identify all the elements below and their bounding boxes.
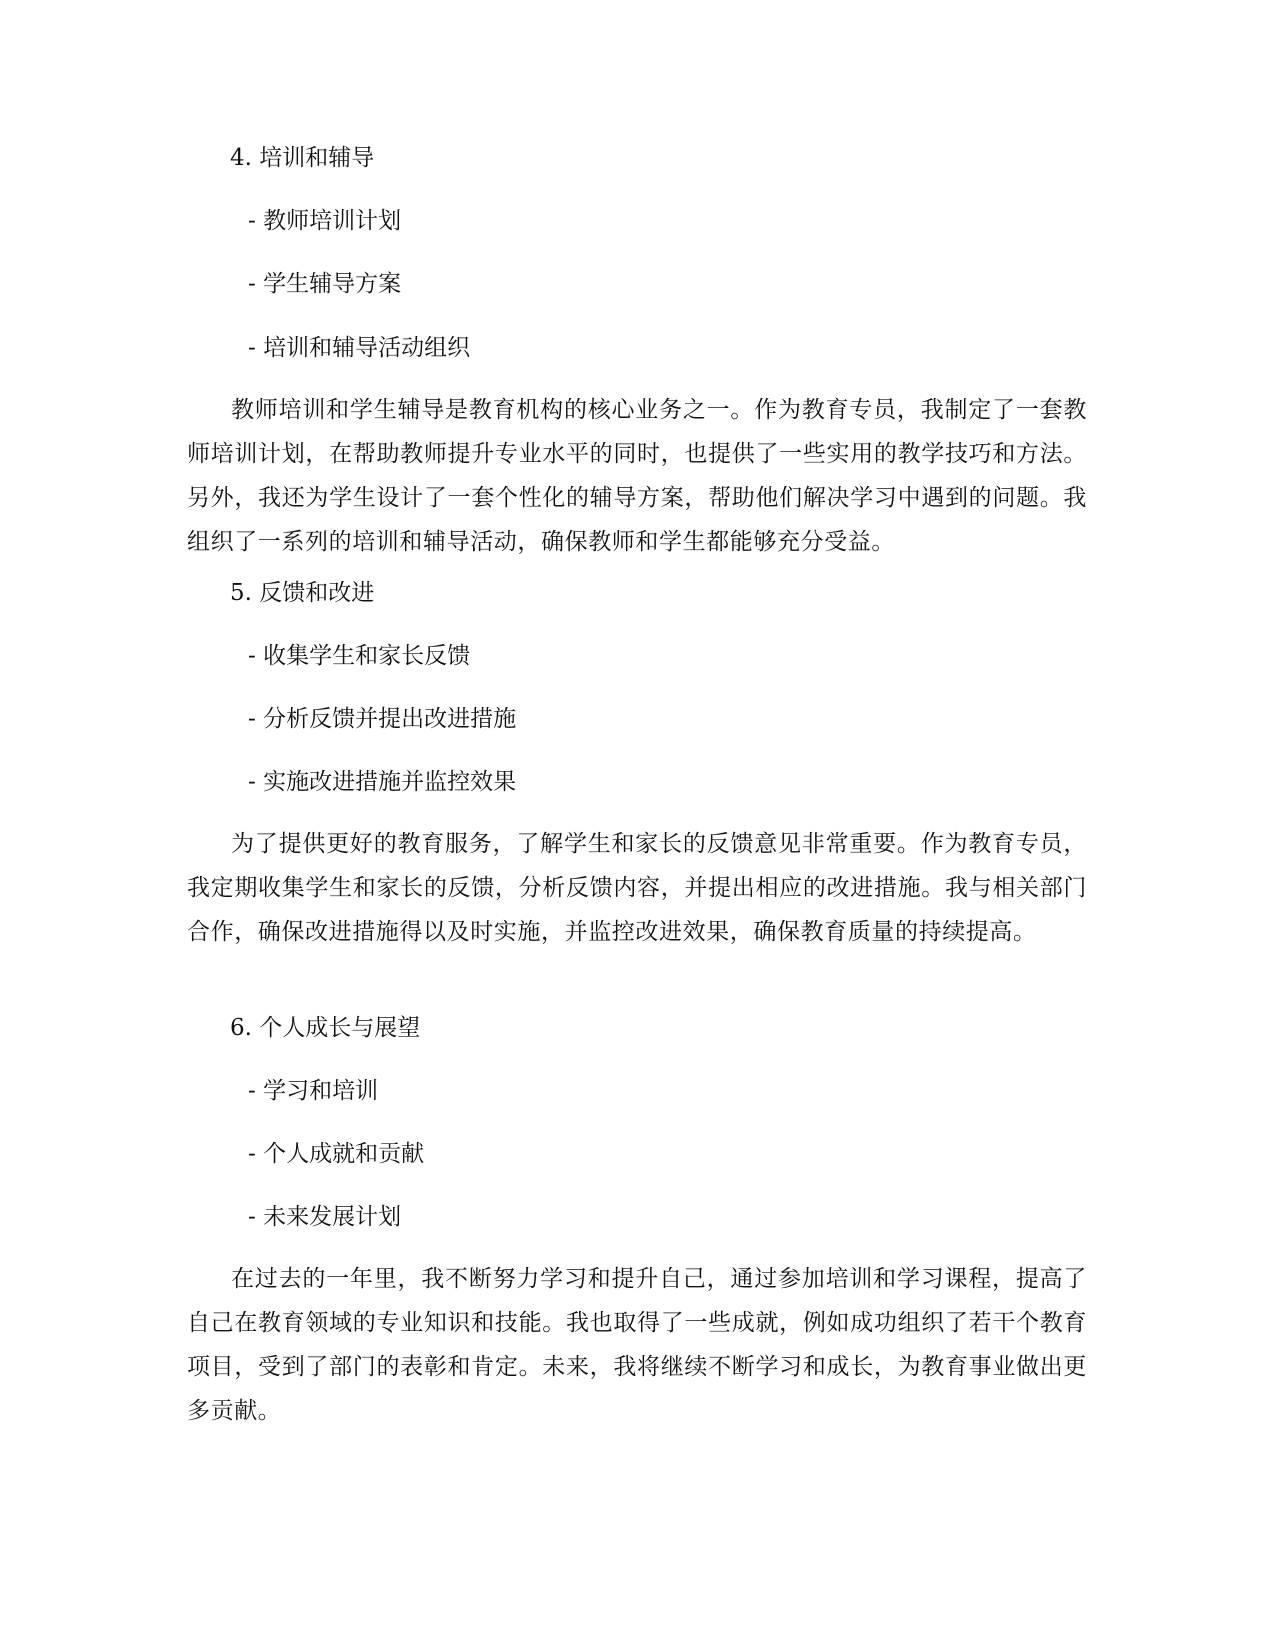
bullet-item: - 分析反馈并提出改进措施 <box>248 706 517 732</box>
bullet-item: - 学习和培训 <box>248 1078 379 1104</box>
bullet-item: - 未来发展计划 <box>248 1204 402 1230</box>
bullet-item: - 个人成就和贡献 <box>248 1141 425 1167</box>
section-heading: 6. 个人成长与展望 <box>230 1015 421 1041</box>
section-heading: 5. 反馈和改进 <box>230 580 375 606</box>
bullet-item: - 收集学生和家长反馈 <box>248 643 471 669</box>
bullet-item: - 实施改进措施并监控效果 <box>248 769 517 795</box>
section-paragraph: 教师培训和学生辅导是教育机构的核心业务之一。作为教育专员，我制定了一套教师培训计划，在帮助教师提升专业水平的同时，也提供了一些实用的教学技巧和方法。另外，我还为学生设计了一套个性化的辅导方案，帮助他们解决学习中遇到的问题。我组织了一系列的培训和辅导活动，确保教师和学生都能够充分受益。 <box>187 397 1087 555</box>
bullet-item: - 学生辅导方案 <box>248 271 402 297</box>
bullet-item: - 教师培训计划 <box>248 208 402 234</box>
bullet-item: - 培训和辅导活动组织 <box>248 335 471 361</box>
section-heading: 4. 培训和辅导 <box>230 145 375 171</box>
section-paragraph: 在过去的一年里，我不断努力学习和提升自己，通过参加培训和学习课程，提高了自己在教育领域的专业知识和技能。我也取得了一些成就，例如成功组织了若干个教育项目，受到了部门的表彰和肯定。未来，我将继续不断学习和成长，为教育事业做出更多贡献。 <box>187 1266 1087 1424</box>
section-paragraph: 为了提供更好的教育服务，了解学生和家长的反馈意见非常重要。作为教育专员，我定期收集学生和家长的反馈，分析反馈内容，并提出相应的改进措施。我与相关部门合作，确保改进措施得以及时实施，并监控改进效果，确保教育质量的持续提高。 <box>187 831 1087 945</box>
